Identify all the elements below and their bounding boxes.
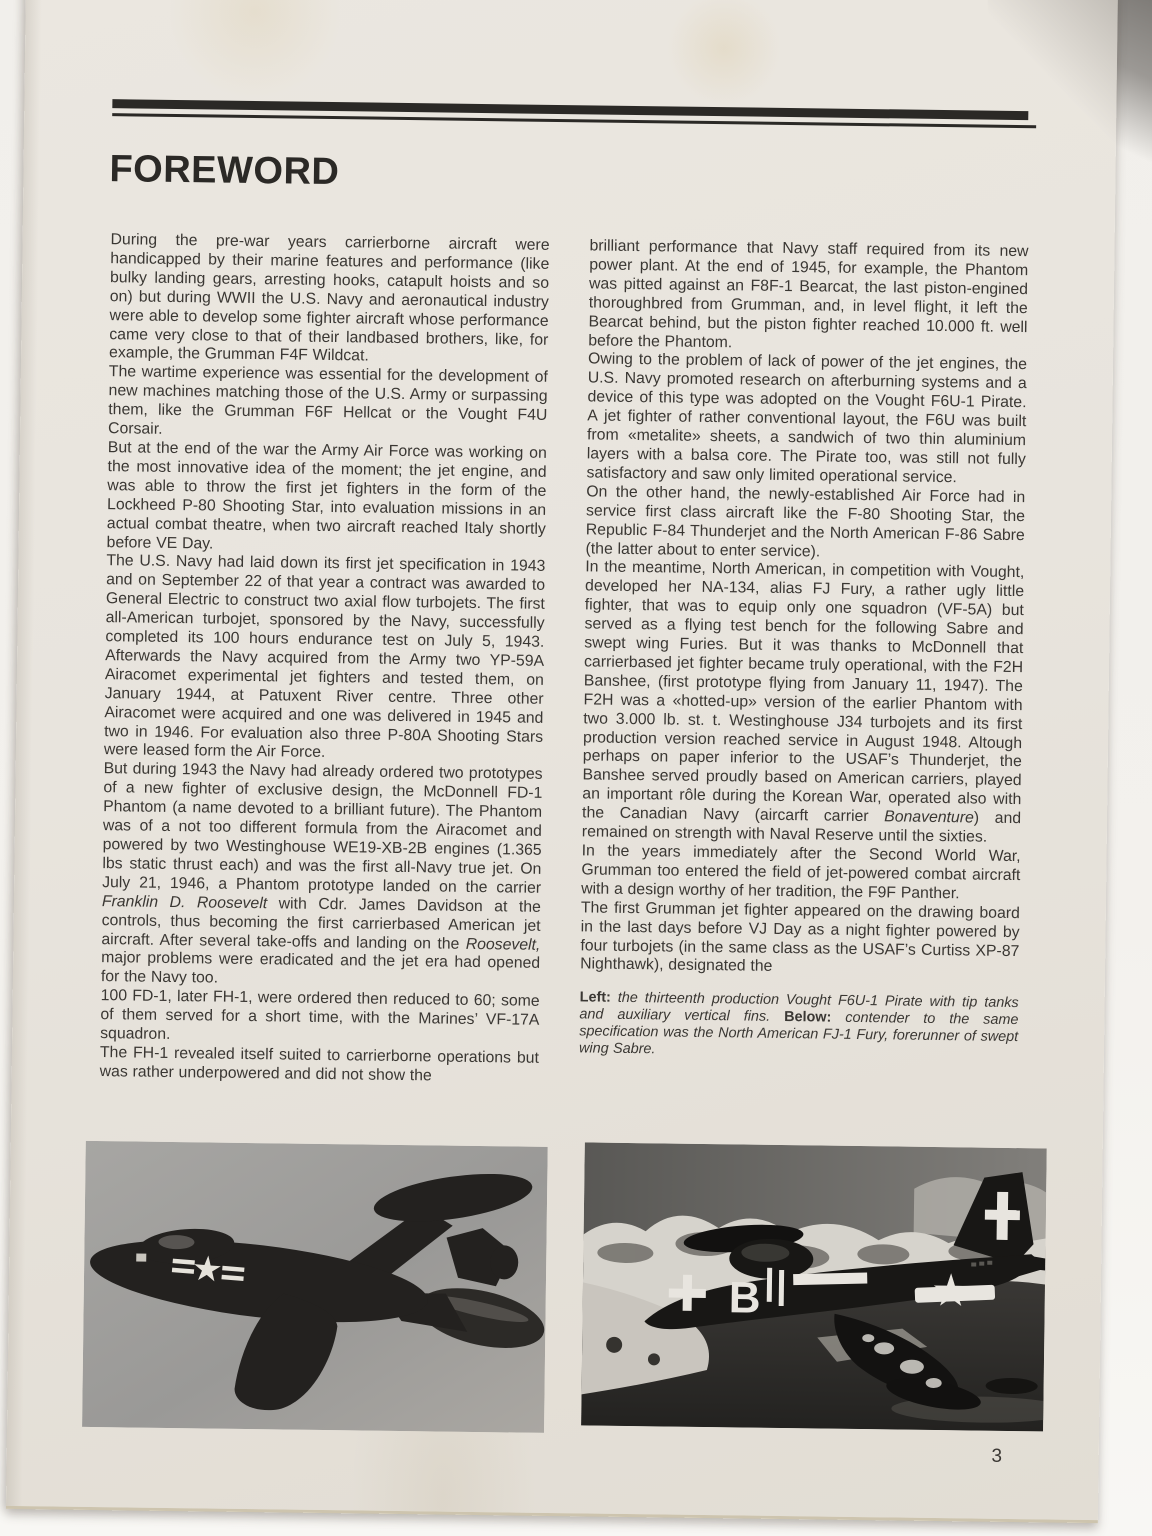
paragraph: But at the end of the war the Army Air Force was working on the most innovative idea of the moment; the jet engine, and was able to throw the first jet fighters in the form of the Lockheed P-80 Shooting Star, into evaluation missions in an actual combat theatre, when two aircraft reached Italy shortly before VE Day.	[106, 439, 547, 553]
paragraph: brilliant performance that Navy staff required from its new power plant. At the end of 1945, for example, the Phantom was pitted against an F8F-1 Bearcat, the last piston-engined thoroughbred from Grumman, and, in level flight, it left the Bearcat behind, but the piston fighter reached 10.000 ft. well before the Phantom.	[588, 237, 1029, 351]
column-right-paragraphs	[580, 237, 1029, 980]
page-title: FOREWORD	[109, 148, 340, 194]
paragraph: The wartime experience was essential for the development of new machines matching those of the U.S. Army or surpassing them, like the Grumman F6F Hellcat or the Vought F4U Corsair.	[107, 363, 548, 438]
header-rule	[112, 99, 1036, 128]
photo-right	[581, 1142, 1047, 1431]
paragraph: Owing to the problem of lack of power of the jet engines, the U.S. Navy promoted research on afterburning systems and a device of this type was adopted on the Vought F6U-1 Pirate. A jet fighter of rather conventional layout, the F6U was built from «metalite» sheets, a sandwich of two thin aluminium layers with a balsa core. The Pirate too, was still not fully satisfactory and saw only limited operational service.	[586, 350, 1028, 487]
paragraph: But during 1943 the Navy had already ordered two prototypes of a new fighter of exclusive design, the McDonnell FD-1 Phantom (a name devoted to a brilliant future). The Phantom was of a not too different formula from the Airacomet and powered by two Westinghouse WE19-XB-2B engines (1.365 lbs static thrust each) and was the first all-Navy true jet. On July 21, 1946, a Phantom prototype landed on the carrier Franklin D. Roosevelt with Cdr. James Davidson at the controls, thus becoming the first carrierbased American jet aircraft. After several take-offs and landing on the Roosevelt, major problems were eradicated and the jet era had opened for the Navy too.	[100, 760, 543, 987]
photo-left-image	[82, 1141, 548, 1433]
page	[6, 0, 1118, 1523]
column-right	[579, 237, 1029, 1093]
paragraph: 100 FD-1, later FH-1, were ordered then reduced to 60; some of them served for a short time, with the Marines’ VF-17A squadron.	[100, 987, 540, 1044]
paragraph: The first Grumman jet fighter appeared on the drawing board in the last days before VJ Day as a night fighter powered by four turbojets (in the same class as the USAF’s Curtiss XP-87 Nighthawk), designated the	[580, 899, 1020, 976]
paragraph: In the meantime, North American, in competition with Vought, developed her NA-134, alias FJ Fury, a rather ugly little fighter, that was to equip only one squadron (VF-5A) but served as a flying test bench for the following Sabre and swept wing Furies. But it was thanks to McDonnell that carrierbased jet fighter became truly operational, with the F2H Banshee, (first prototype flying from January 11, 1947). The F2H was a «hotted-up» version of the earlier Phantom with two 3.000 lb. st. t. Westinghouse J34 turbojets and its first production version reached service in August 1948. Altough perhaps on paper inferior to the USAF’s Thunderjet, the Banshee served proudly based on American carriers, played an important rôle during the Korean War, operated also with the Canadian Navy (aircarft carrier Bonaventure) and remained on strength with Naval Reserve until the sixties.	[581, 558, 1025, 846]
photo-right-image	[581, 1142, 1047, 1431]
svg-text:B: B	[728, 1273, 761, 1323]
paragraph: The FH-1 revealed itself suited to carrierborne operations but was rather underpowered and did not show the	[99, 1044, 540, 1085]
paragraph: During the pre-war years carrierborne aircraft were handicapped by their marine features and performance (like bulky landing gears, arresting hooks, catapult hoists and so on) but during WWII the U.S. Navy and aeronautical industry were able to develop some fighter aircraft whose performance came very close to that of their landbased brothers, like, for example, the Grumman F4F Wildcat.	[108, 231, 550, 365]
photo-caption	[579, 990, 1019, 1063]
paragraph: In the years immediately after the Second World War, Grumman too entered the field of jet-powered combat aircraft with a design worthy of her tradition, the F9F Panther.	[581, 842, 1021, 903]
paragraph: Left: the thirteenth production Vought F6U-1 Pirate with tip tanks and auxiliary vertical fins. Below: contender to the same specification was the North American FJ-1 Fury, forerunner of swept wing Sabre.	[578, 989, 1019, 1058]
photo-left	[82, 1141, 548, 1433]
column-left	[100, 231, 550, 1087]
text-columns	[100, 231, 1029, 1094]
paragraph: On the other hand, the newly-established Air Force had in service first class aircraft like the F-80 Shooting Star, the Republic F-84 Thunderjet and the North American F-86 Sabre (the latter about to enter service).	[585, 483, 1026, 560]
paragraph: The U.S. Navy had laid down its first jet specification in 1943 and on September 22 of that year a contract was awarded to General Electric to construct two axial flow turbojets. The first all-American turbojet, sponsored by the Navy, successfully completed its 100 hours endurance test on July 5, 1943. Afterwards the Navy acquired from the Army two YP-59A Airacomet experimental jet fighters and tested them, on January 1944, at Patuxent River centre. Three other Airacomet were acquired and one was delivered in 1945 and two in 1946. For evaluation also three P-80A Shooting Stars were leased form the Air Force.	[103, 552, 546, 762]
page-number: 3	[991, 1445, 1003, 1467]
